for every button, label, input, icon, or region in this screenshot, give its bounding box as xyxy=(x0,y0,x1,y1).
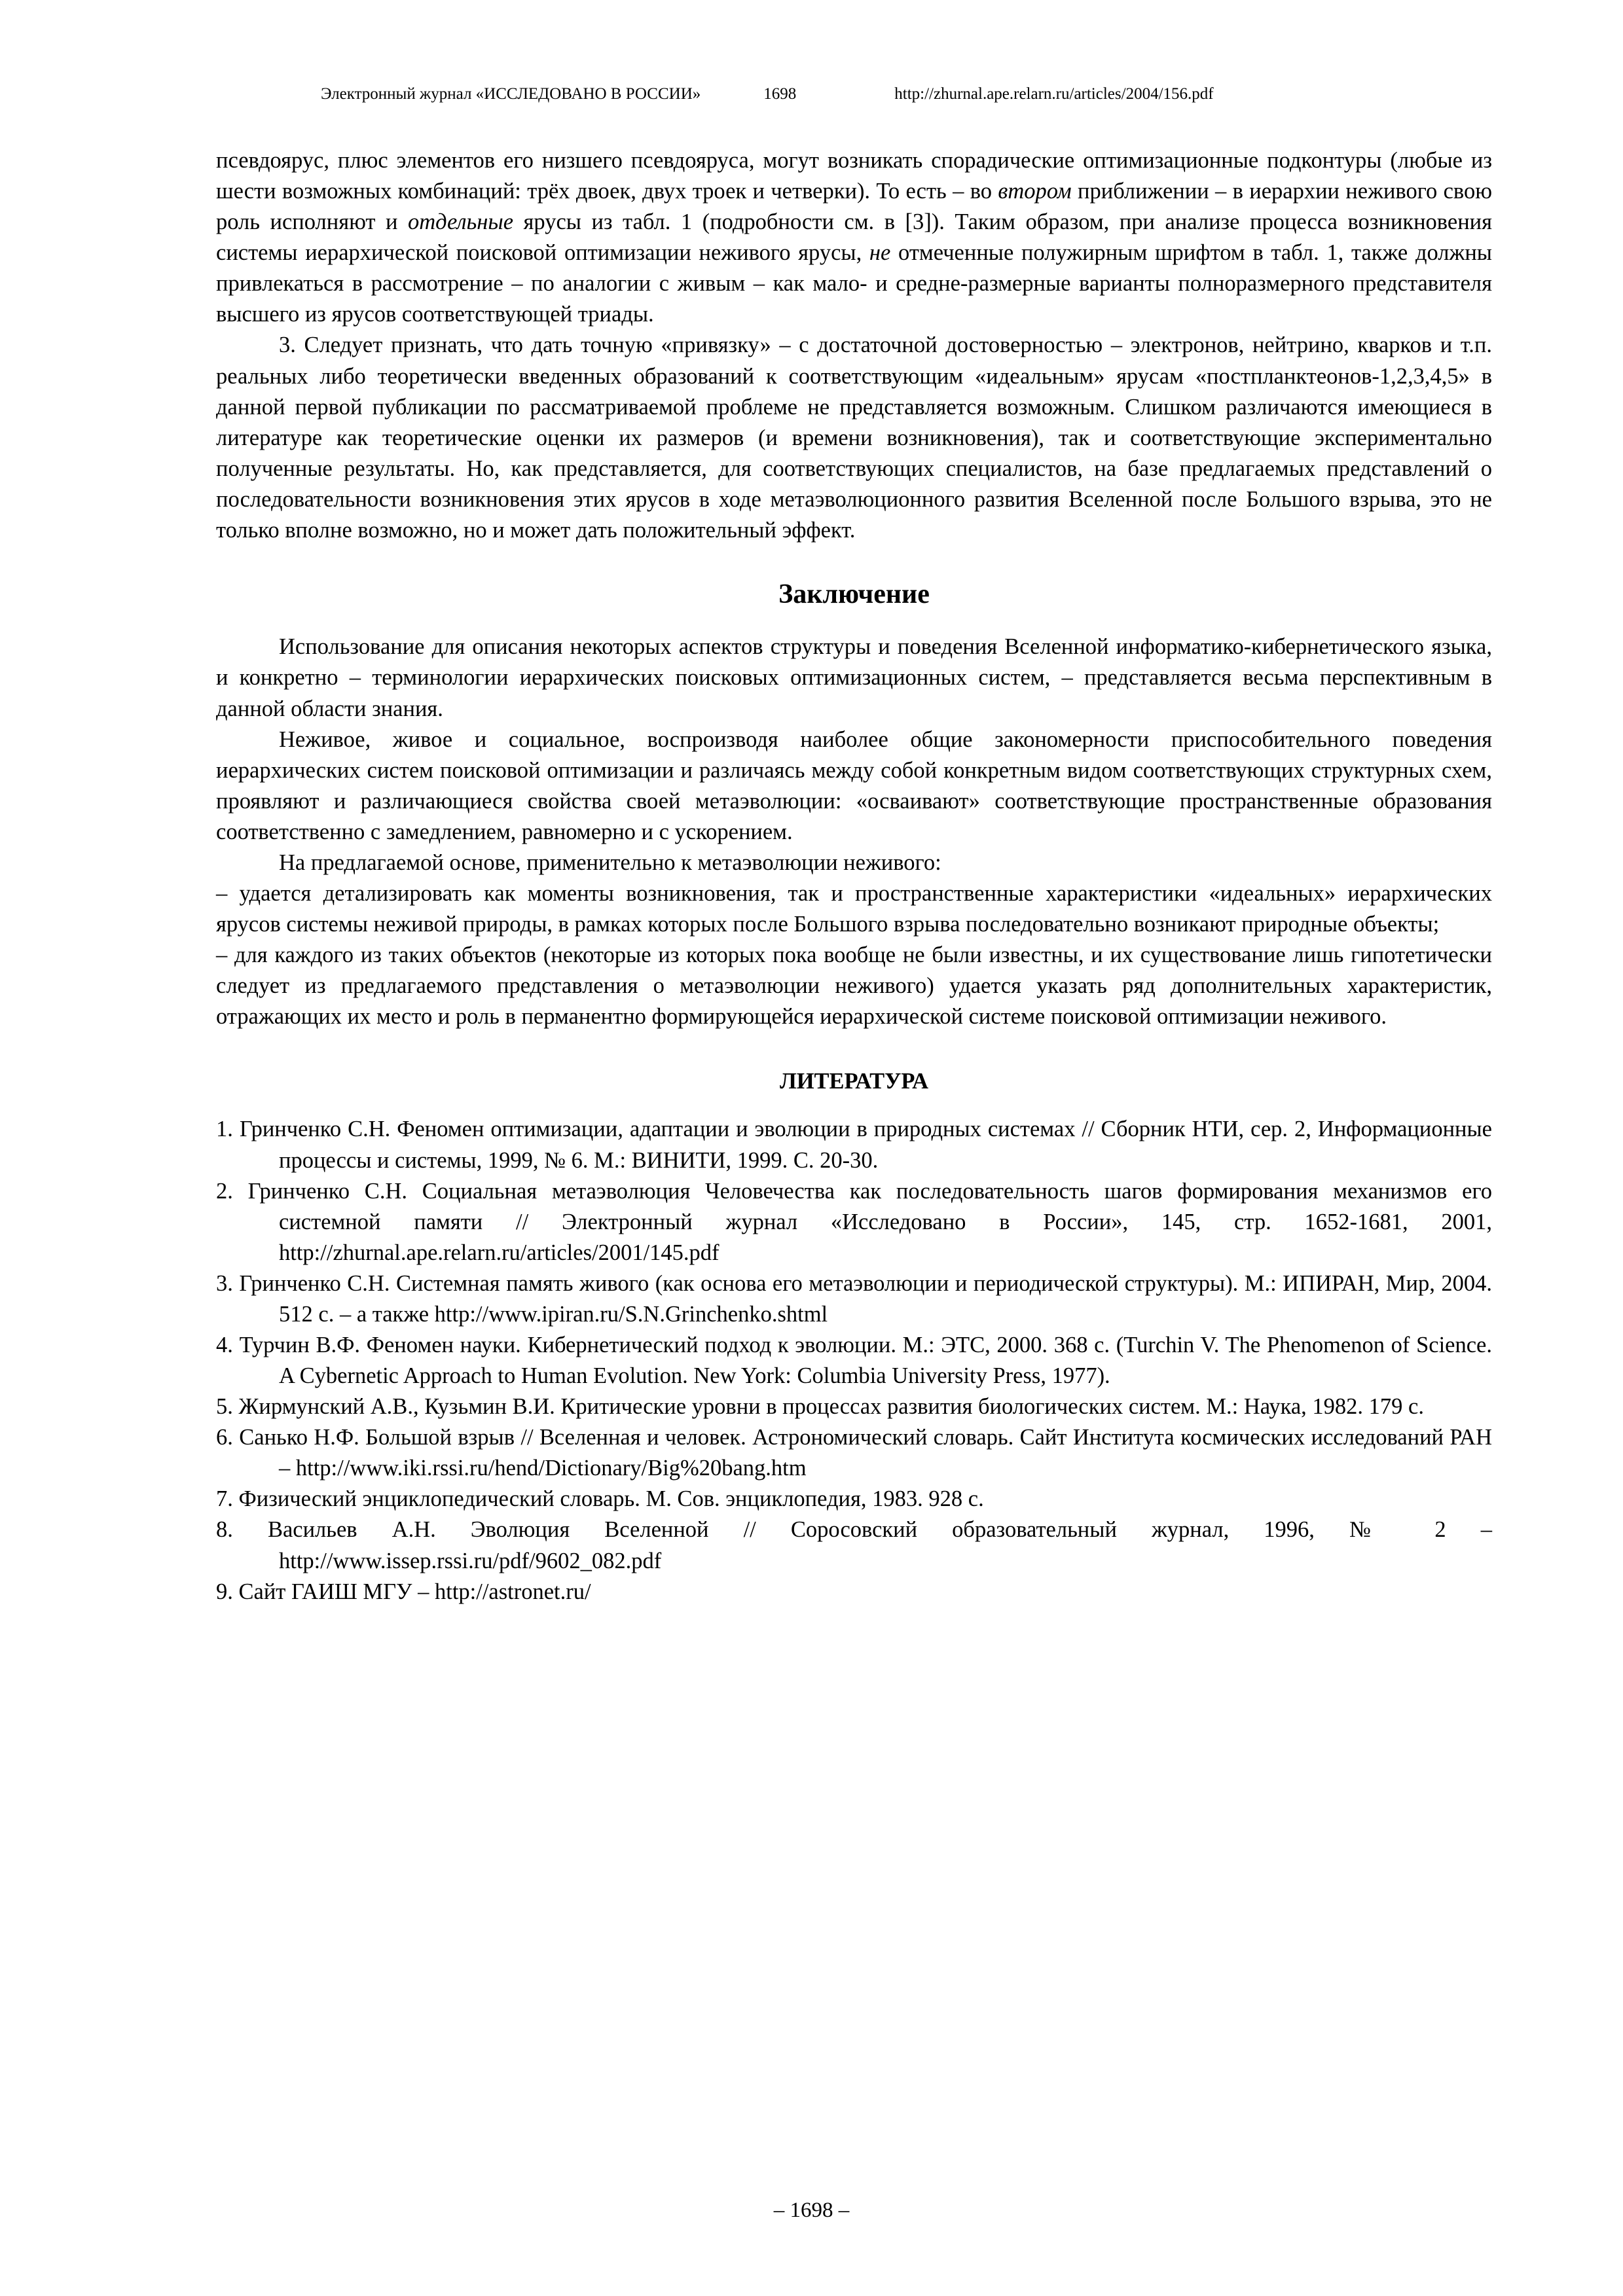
page-header xyxy=(216,85,1492,103)
emphasis-ne: не xyxy=(869,240,891,266)
list-item: 4. Турчин В.Ф. Феномен науки. Кибернетический подход к эволюции. М.: ЭТС, 2000. 368 с. (Turchin V. The Phenomenon of Science. A Cybernetic Approach to Human Evolution. New York: Columbia University Press, 1977). xyxy=(216,1332,1492,1389)
paragraph-bullet-1: – удается детализировать как моменты возникновения, так и пространственные характеристики «идеальных» иерархических ярусов системы неживой природы, в рамках которых после Большого взрыва последовательно возникают природные объекты; xyxy=(216,880,1492,937)
emphasis-vtorom: втором xyxy=(998,179,1072,204)
section-heading-references: ЛИТЕРАТУРА xyxy=(779,1069,928,1094)
paragraph-bullet-2: – для каждого из таких объектов (некоторые из которых пока вообще не были известны, и их существование лишь гипотетически следует из предлагаемого представления о метаэволюции неживого) удается указать ряд дополнительных характеристик, отражающих их место и роль в перманентно формирующейся иерархической системе поисковой оптимизации неживого. xyxy=(216,942,1492,1030)
list-item: 9. Сайт ГАИШ МГУ – http://astronet.ru/ xyxy=(216,1579,591,1604)
list-item: 2. Гринченко С.Н. Социальная метаэволюция Человечества как последовательность шагов формирования механизмов его системной памяти // Электронный журнал «Исследовано в России», 145, стр. 1652-1681, 2001, http://zhurnal.ape.relarn.ru/articles/2001/145.pdf xyxy=(216,1178,1492,1265)
list-item: 6. Санько Н.Ф. Большой взрыв // Вселенная и человек. Астрономический словарь. Сайт Института космических исследований РАН – http://www.iki.rssi.ru/hend/Dictionary/Big%20bang.htm xyxy=(216,1425,1492,1481)
paragraph-conclusion-3: На предлагаемой основе, применительно к метаэволюции неживого: xyxy=(279,850,941,875)
paragraph-continuation xyxy=(216,145,1492,330)
document-body xyxy=(216,145,1492,1607)
reference-list xyxy=(216,1114,1492,1607)
header-url: http://zhurnal.ape.relarn.ru/articles/2004/156.pdf xyxy=(894,85,1214,103)
paragraph-text-c: ярусы из табл. 1 (подробности см. в [3]). Таким образом, при анализе процесса возникновения системы иерархической поисковой оптимизации неживого ярусы, xyxy=(216,209,1493,266)
section-heading-conclusion: Заключение xyxy=(778,579,930,610)
paragraph-text-d: отмеченные полужирным шрифтом в табл. 1, также должны привлекаться в рассмотрение – по аналогии с живым – как мало- и средне-размерные варианты полноразмерного представителя высшего из ярусов соответствующей триады. xyxy=(216,240,1492,327)
page-footer: – 1698 – xyxy=(773,2198,850,2222)
paragraph-text-a: псевдоярус, плюс элементов его низшего псевдояруса, могут возникать спорадические оптимизационные подконтуры (любые из шести возможных комбинаций: трёх двоек, двух троек и четверки). То есть – во xyxy=(216,148,1492,204)
journal-title: Электронный журнал «ИССЛЕДОВАНО В РОССИИ» xyxy=(321,85,701,103)
list-item: 1. Гринченко С.Н. Феномен оптимизации, адаптации и эволюции в природных системах // Сборник НТИ, сер. 2, Информационные процессы и системы, 1999, № 6. М.: ВИНИТИ, 1999. С. 20-30. xyxy=(216,1117,1492,1173)
emphasis-otdelnye: отдельные xyxy=(407,209,514,235)
paragraph-text-b: приближении – в иерархии неживого свою роль исполняют и xyxy=(216,179,1492,235)
paragraph-conclusion-1: Использование для описания некоторых аспектов структуры и поведения Вселенной информатико-кибернетического языка, и конкретно – терминологии иерархических поисковых оптимизационных систем, – представляется весьма перспективным в данной области знания. xyxy=(216,634,1492,721)
list-item: 8. Васильев А.Н. Эволюция Вселенной // Соросовский образовательный журнал, 1996, № 2 – http://www.issep.rssi.ru/pdf/9602_082.pdf xyxy=(216,1517,1492,1573)
header-page-number: 1698 xyxy=(763,85,797,103)
list-item: 3. Гринченко С.Н. Системная память живого (как основа его метаэволюции и периодической структуры). М.: ИПИРАН, Мир, 2004. 512 с. – а также http://www.ipiran.ru/S.N.Grinchenko.shtml xyxy=(216,1270,1492,1327)
paragraph-item-3: 3. Следует признать, что дать точную «привязку» – с достаточной достоверностью – электронов, нейтрино, кварков и т.п. реальных либо теоретически введенных образований к соответствующим «идеальным» ярусам «постпланктеонов-1,2,3,4,5» в данной первой публикации по рассматриваемой проблеме не представляется возможным. Слишком различаются имеющиеся в литературе как теоретические оценки их размеров (и времени возникновения), так и соответствующие экспериментально полученные результаты. Но, как представляется, для соответствующих специалистов, на базе предлагаемых представлений о последовательности возникновения этих ярусов в ходе метаэволюционного развития Вселенной после Большого взрыва, это не только вполне возможно, но и может дать положительный эффект. xyxy=(216,332,1492,543)
list-item: 5. Жирмунский А.В., Кузьмин В.И. Критические уровни в процессах развития биологических систем. М.: Наука, 1982. 179 с. xyxy=(216,1394,1424,1420)
list-item: 7. Физический энциклопедический словарь. М. Сов. энциклопедия, 1983. 928 с. xyxy=(216,1486,984,1512)
paragraph-conclusion-2: Неживое, живое и социальное, воспроизводя наиболее общие закономерности приспособительного поведения иерархических систем поисковой оптимизации и различаясь между собой конкретным видом соответствующих структурных схем, проявляют и различающиеся свойства своей метаэволюции: «осваивают» соответствующие пространственные образования соответственно с замедлением, равномерно и с ускорением. xyxy=(216,726,1492,844)
